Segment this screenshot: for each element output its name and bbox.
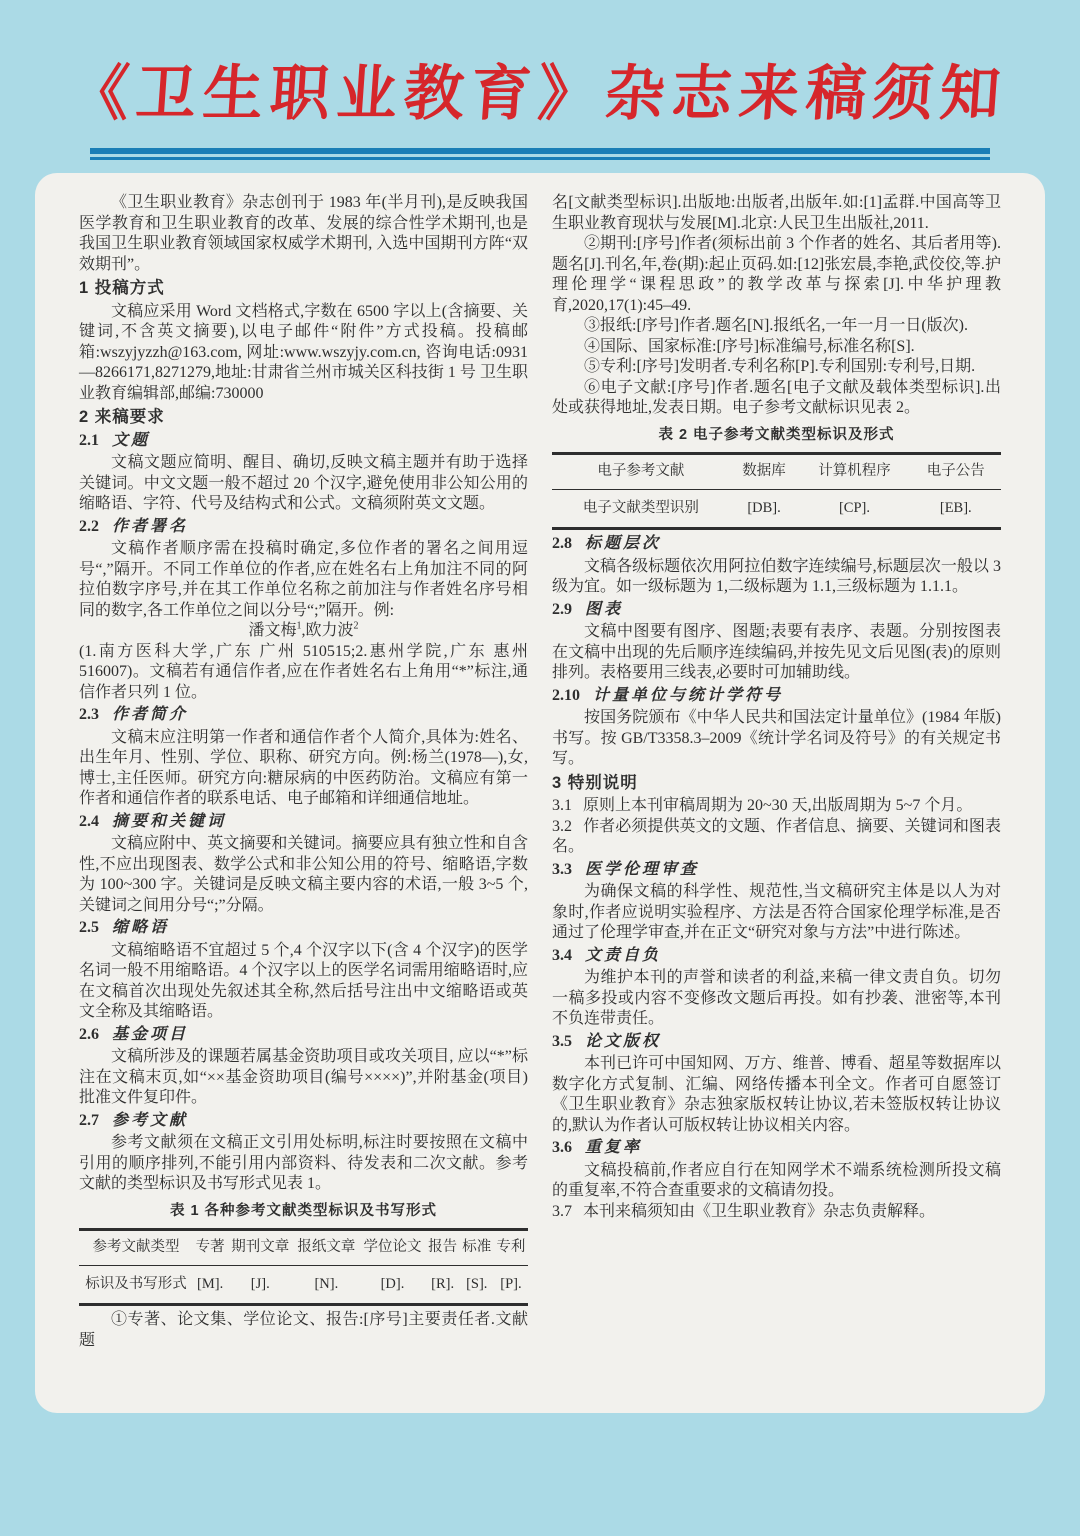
subsection-number: 2.10 bbox=[552, 686, 580, 704]
paragraph: 为确保文稿的科学性、规范性,当文稿研究主体是以人为对象时,作者应说明实验程序、方法是否符合国家伦理学标准,是否通过了伦理学审查,并在正文“研究对象与方法”中进行陈述。 bbox=[552, 883, 1001, 942]
table-cell: [D]. bbox=[380, 1275, 405, 1292]
table-row bbox=[552, 489, 1001, 529]
numbered-paragraph: 3.1 原则上本刊审稿周期为 20~30 天,出版周期为 5~7 个月。 bbox=[552, 797, 973, 815]
table-header-cell: 专著 bbox=[193, 1230, 227, 1266]
paragraph: 文稿作者顺序需在投稿时确定,多位作者的署名之间用逗号“,”隔开。不同工作单位的作者,应在姓名右上角加注不同的阿拉伯数字序号,并在其工作单位名称之前加注与作者姓名序号相同的数字,各工作单位之间以分号“;”隔开。例: bbox=[79, 540, 528, 619]
left-column bbox=[79, 193, 528, 1389]
paragraph: 文稿应附中、英文摘要和关键词。摘要应具有独立性和自含性,不应出现图表、数学公式和非公知公用的符号、缩略语,字数为 100~300 字。关键词是反映文稿主要内容的术语,一般 3~5 个,关键词之间用分号“;”分隔。 bbox=[79, 835, 528, 914]
reference-type-table bbox=[79, 1201, 528, 1307]
subsection-heading bbox=[552, 686, 1001, 707]
subsection-heading bbox=[552, 860, 1001, 881]
section-heading: 3 特别说明 bbox=[552, 773, 638, 792]
subsection-title: 作者署名 bbox=[112, 517, 189, 535]
superscript-number: 1 bbox=[296, 620, 302, 632]
table-header-cell: 电子公告 bbox=[911, 454, 1001, 490]
table-cell: [EB]. bbox=[939, 499, 972, 516]
subsection-heading bbox=[79, 517, 528, 538]
table-body bbox=[552, 489, 1001, 529]
table-header-cell: 数据库 bbox=[730, 454, 799, 490]
subsection-title: 文题 bbox=[112, 431, 151, 449]
table bbox=[552, 452, 1001, 530]
paragraph: 本刊已许可中国知网、万方、维普、博看、超星等数据库以数字化方式复制、汇编、网络传播本刊全文。作者可自愿签订《卫生职业教育》杂志独家版权转让协议,若未签版权转让协议的,默认为作者认可版权转让协议相关内容。 bbox=[552, 1055, 1001, 1134]
table bbox=[79, 1228, 528, 1306]
paragraph: ⑤专利:[序号]发明者.专利名称[P].专利国别:专利号,日期. bbox=[584, 358, 976, 375]
document-card bbox=[35, 173, 1045, 1413]
paragraph: ④国际、国家标准:[序号]标准编号,标准名称[S]. bbox=[584, 337, 915, 355]
subsection-number: 3.3 bbox=[552, 860, 572, 878]
table-cell: 标识及书写形式 bbox=[85, 1275, 187, 1292]
table-header-cell: 参考文献类型 bbox=[79, 1230, 193, 1266]
subsection-title: 作者简介 bbox=[112, 706, 189, 723]
table-cell: 电子文献类型识别 bbox=[582, 499, 699, 516]
subsection-number: 2.5 bbox=[79, 919, 99, 936]
title-divider bbox=[90, 148, 990, 160]
numbered-paragraph: 3.7 本刊来稿须知由《卫生职业教育》杂志负责解释。 bbox=[552, 1202, 936, 1220]
subsection-title: 标题层次 bbox=[585, 535, 662, 553]
subsection-number: 2.6 bbox=[79, 1025, 99, 1043]
subsection-heading bbox=[79, 918, 528, 939]
subsection-heading bbox=[79, 812, 528, 833]
subsection-title: 缩略语 bbox=[112, 919, 170, 936]
subsection-heading bbox=[552, 534, 1001, 555]
table-header-cell: 报纸文章 bbox=[293, 1230, 359, 1266]
paragraph: 《卫生职业教育》杂志创刊于 1983 年(半月刊),是反映我国医学教育和卫生职业教育的改革、发展的综合性学术期刊,也是我国卫生职业教育领域国家权威学术期刊, 入选中国期刊方阵“双效期刊”。 bbox=[79, 194, 528, 273]
subsection-title: 基金项目 bbox=[112, 1025, 189, 1043]
table-cell: [CP]. bbox=[838, 499, 870, 516]
subsection-heading bbox=[552, 600, 1001, 621]
subsection-number: 2.2 bbox=[79, 517, 99, 535]
subsection-title: 计量单位与统计学符号 bbox=[593, 686, 784, 704]
table-body bbox=[79, 1265, 528, 1305]
subsection-heading bbox=[552, 1032, 1001, 1053]
paragraph: 文稿所涉及的课题若属基金资助项目或攻关项目, 应以“*”标注在文稿末页,如“××基金资助项目(编号××××)”,并附基金(项目)批准文件复印件。 bbox=[79, 1048, 528, 1106]
subsection-title: 文责自负 bbox=[585, 946, 662, 964]
table-cell: [M]. bbox=[197, 1275, 224, 1292]
item-number: 3.2 bbox=[552, 817, 572, 835]
item-number: 3.1 bbox=[552, 797, 572, 815]
page-title: 《卫生职业教育》杂志来稿须知 bbox=[66, 61, 1010, 127]
subsection-number: 3.6 bbox=[552, 1139, 572, 1157]
table-header-cell: 专利 bbox=[494, 1230, 528, 1266]
numbered-paragraph: 3.2 作者必须提供英文的文题、作者信息、摘要、关键词和图表名。 bbox=[552, 817, 1001, 856]
subsection-heading bbox=[79, 1025, 528, 1046]
table-cell: [R]. bbox=[431, 1275, 455, 1292]
table-header-cell: 期刊文章 bbox=[227, 1230, 293, 1266]
subsection-number: 2.7 bbox=[79, 1111, 99, 1129]
table-head bbox=[552, 454, 1001, 490]
paragraph: 为维护本刊的声誉和读者的利益,来稿一律文责自负。切勿一稿多投或内容不变修改文题后再投。如有抄袭、泄密等,本刊不负连带责任。 bbox=[552, 969, 1001, 1028]
table-header-cell: 电子参考文献 bbox=[552, 454, 730, 490]
paragraph: 名[文献类型标识].出版地:出版者,出版年.如:[1]孟群.中国高等卫生职业教育现状与发展[M].北京:人民卫生出版社,2011. bbox=[552, 194, 1001, 232]
subsection-number: 2.4 bbox=[79, 812, 99, 830]
table-row bbox=[79, 1265, 528, 1305]
subsection-heading bbox=[552, 946, 1001, 967]
table-cell: [J]. bbox=[250, 1275, 270, 1292]
superscript-number: 2 bbox=[353, 620, 359, 632]
paragraph: ③报纸:[序号]作者.题名[N].报纸名,一年一月一日(版次). bbox=[584, 317, 968, 334]
paragraph: 文稿各级标题依次用阿拉伯数字连续编号,标题层次一般以 3 级为宜。如一级标题为 1,二级标题为 1.1,三级标题为 1.1.1。 bbox=[552, 557, 1001, 596]
subsection-number: 2.3 bbox=[79, 706, 99, 723]
table-header-cell: 报告 bbox=[426, 1230, 460, 1266]
electronic-reference-table bbox=[552, 425, 1001, 531]
paragraph: ②期刊:[序号]作者(须标出前 3 个作者的姓名、其后者用等).题名[J].刊名,年,卷(期):起止页码.如:[12]张宏晨,李艳,武佼佼,等.护理伦理学“课程思政”的教学改革与探索[J].中华护理教育,2020,17(1):45–49. bbox=[552, 235, 1001, 314]
paragraph: 文稿应采用 Word 文档格式,字数在 6500 字以上(含摘要、关键词,不含英文摘要),以电子邮件“附件”方式投稿。投稿邮箱:wszyjyzzh@163.com, 网址:www.wszyjy.com.cn, 咨询电话:0931—8266171,8271279,地址:甘肃省兰州市城关区科技街 1 号 卫生职业教育编辑部,邮编:730000 bbox=[79, 302, 528, 402]
table-header-cell: 标准 bbox=[460, 1230, 494, 1266]
subsection-heading bbox=[79, 431, 528, 452]
subsection-number: 3.5 bbox=[552, 1032, 572, 1050]
item-number: 3.7 bbox=[552, 1202, 572, 1220]
paragraph: (1.南方医科大学,广东 广州 510515;2.惠州学院,广东 惠州 516007)。文稿若有通信作者,应在作者姓名右上角用“*”标注,通信作者只列 1 位。 bbox=[79, 642, 528, 701]
table-header-cell: 计算机程序 bbox=[798, 454, 910, 490]
subsection-number: 2.8 bbox=[552, 535, 572, 553]
section-heading: 1 投稿方式 bbox=[79, 279, 165, 297]
divider-thin-line bbox=[90, 157, 990, 160]
table-header-row bbox=[79, 1230, 528, 1266]
section-heading: 2 来稿要求 bbox=[79, 408, 165, 426]
subsection-title: 摘要和关键词 bbox=[112, 812, 227, 830]
subsection-heading bbox=[79, 1111, 528, 1132]
subsection-title: 医学伦理审查 bbox=[585, 860, 700, 878]
divider-thick-line bbox=[90, 148, 990, 154]
table-header-cell: 学位论文 bbox=[359, 1230, 425, 1266]
table-cell: [DB]. bbox=[747, 499, 781, 516]
paragraph: 文稿中图要有图序、图题;表要有表序、表题。分别按图表在文稿中出现的先后顺序连续编码,并按先见文后见图(表)的原则排列。表格要用三线表,必要时可加辅助线。 bbox=[552, 623, 1001, 682]
paragraph: ⑥电子文献:[序号]作者.题名[电子文献及载体类型标识].出处或获得地址,发表日期。电子参考文献标识见表 2。 bbox=[552, 378, 1001, 416]
subsection-title: 重复率 bbox=[585, 1139, 643, 1157]
paragraph: 文稿缩略语不宜超过 5 个,4 个汉字以下(含 4 个汉字)的医学名词一般不用缩略语。4 个汉字以上的医学名词需用缩略语时,应在文稿首次出现处先叙述其全称,然后括号注出中文缩略语或英文全称及其缩略语。 bbox=[79, 941, 528, 1020]
paragraph: 文稿投稿前,作者应自行在知网学术不端系统检测所投文稿的重复率,不符合查重要求的文稿请勿投。 bbox=[552, 1161, 1001, 1200]
subsection-heading bbox=[79, 705, 528, 726]
subsection-title: 图表 bbox=[585, 600, 624, 618]
subsection-number: 2.1 bbox=[79, 431, 99, 449]
subsection-heading bbox=[552, 1138, 1001, 1159]
author-signature-example: 潘文梅$^1$,欧力波$^2$ bbox=[248, 620, 359, 639]
table-cell: [S]. bbox=[466, 1275, 488, 1292]
table-cell: [N]. bbox=[314, 1275, 339, 1292]
table-head bbox=[79, 1230, 528, 1266]
paragraph: 参考文献须在文稿正文引用处标明,标注时要按照在文稿中引用的顺序排列,不能引用内部资料、待发表和二次文献。参考文献的类型标识及书写形式见表 1。 bbox=[79, 1134, 528, 1192]
paragraph: 文稿文题应简明、醒目、确切,反映文稿主题并有助于选择关键词。中文文题一般不超过 20 个汉字,避免使用非公知公用的缩略语、字符、代号及结构式和公式。文稿须附英文文题。 bbox=[79, 454, 528, 512]
subsection-number: 3.4 bbox=[552, 946, 572, 964]
table-title: 表 1 各种参考文献类型标识及书写形式 bbox=[169, 1202, 438, 1219]
paragraph: ①专著、论文集、学位论文、报告:[序号]主要责任者.文献题 bbox=[79, 1311, 528, 1349]
subsection-number: 2.9 bbox=[552, 600, 572, 618]
right-column bbox=[552, 193, 1001, 1389]
paragraph: 按国务院颁布《中华人民共和国法定计量单位》(1984 年版)书写。按 GB/T3358.3–2009《统计学名词及符号》的有关规定书写。 bbox=[552, 709, 1001, 768]
subsection-title: 论文版权 bbox=[585, 1032, 662, 1050]
table-cell: [P]. bbox=[500, 1275, 522, 1292]
subsection-title: 参考文献 bbox=[112, 1111, 189, 1129]
paragraph: 文稿末应注明第一作者和通信作者个人简介,具体为:姓名、出生年月、性别、学位、职称、研究方向。例:杨兰(1978—),女,博士,主任医师。研究方向:糖尿病的中医药防治。文稿应有第一作者和通信作者的联系电话、电子邮箱和详细通信地址。 bbox=[79, 728, 528, 807]
table-title: 表 2 电子参考文献类型标识及形式 bbox=[658, 426, 895, 443]
table-header-row bbox=[552, 454, 1001, 490]
